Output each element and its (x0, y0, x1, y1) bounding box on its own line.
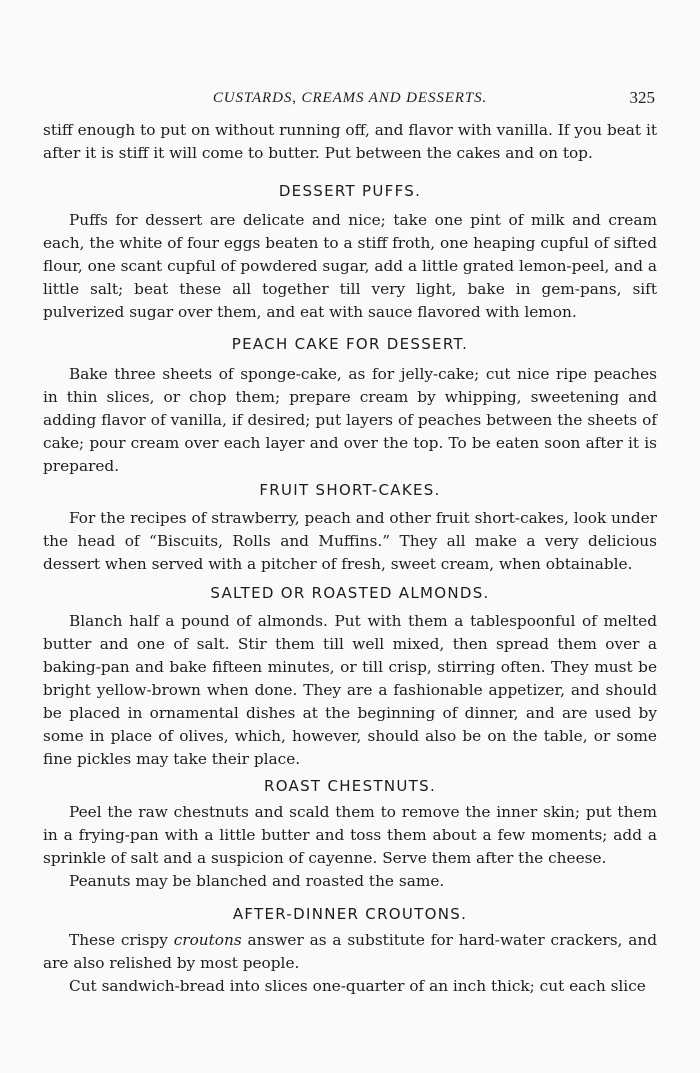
section-heading-croutons: AFTER-DINNER CROUTONS. (232, 905, 468, 923)
paragraph-croutons-method: Cut sandwich-bread into slices one-quarter of an inch thick; cut each slice (69, 977, 646, 995)
running-title: CUSTARDS, CREAMS AND DESSERTS. (212, 90, 488, 106)
croutons-text-after: answer as a substitute for hard-water crackers, and are also relished by most people. (43, 931, 657, 972)
paragraph-peanuts: Peanuts may be blanched and roasted the same. (69, 872, 445, 890)
section-heading-roast-chestnuts: ROAST CHESTNUTS. (263, 777, 437, 795)
section-heading-peach-cake: PEACH CAKE FOR DESSERT. (231, 335, 469, 353)
paragraph-roast-chestnuts: Peel the raw chestnuts and scald them to remove the inner skin; put them in a frying-pan with a little butter and toss them about a few moments; add a sprinkle of salt and a suspicion of cayenne. Serve them after the cheese. (43, 803, 657, 867)
section-heading-fruit-short-cakes: FRUIT SHORT-CAKES. (259, 481, 441, 499)
paragraph-dessert-puffs: Puffs for dessert are delicate and nice; take one pint of milk and cream each, the white of four eggs beaten to a stiff froth, one heaping cupful of sifted flour, one scant cupful of powdered sugar, add a little grated lemon-peel, and a little salt; beat these all together till very light, bake in gem-pans, sift pulverized sugar over them, and eat with sauce flavored with lemon. (43, 211, 657, 321)
croutons-text-before: These crispy (69, 931, 174, 949)
croutons-italic-word: croutons (173, 931, 242, 949)
continuation-paragraph: stiff enough to put on without running off, and flavor with vanilla. If you beat it after it is stiff it will come to butter. Put between the cakes and on top. (43, 121, 657, 162)
paragraph-peach-cake: Bake three sheets of sponge-cake, as for jelly-cake; cut nice ripe peaches in thin slices, or chop them; prepare cream by whipping, sweetening and adding flavor of vanilla, if desired; put layers of peaches between the sheets of cake; pour cream over each layer and over the top. To be eaten soon after it is prepared. (43, 365, 657, 475)
page-number: 325 (629, 88, 655, 107)
running-header (0, 88, 700, 112)
section-heading-salted-almonds: SALTED OR ROASTED ALMONDS. (210, 584, 490, 602)
paragraph-fruit-short-cakes: For the recipes of strawberry, peach and other fruit short-cakes, look under the head of “Biscuits, Rolls and Muffins.” They all make a very delicious dessert when served with a pitcher of fresh, sweet cream, when obtainable. (43, 509, 657, 573)
paragraph-salted-almonds: Blanch half a pound of almonds. Put with them a tablespoonful of melted butter and one of salt. Stir them till well mixed, then spread them over a baking-pan and bake fifteen minutes, or till crisp, stirring often. They must be bright yellow-brown when done. They are a fashionable appetizer, and should be placed in ornamental dishes at the beginning of dinner, and are used by some in place of olives, which, however, should also be on the table, or some fine pickles may take their place. (43, 612, 657, 768)
page-body (43, 119, 657, 998)
section-heading-dessert-puffs: DESSERT PUFFS. (278, 182, 422, 200)
paragraph-croutons-intro (43, 929, 657, 975)
